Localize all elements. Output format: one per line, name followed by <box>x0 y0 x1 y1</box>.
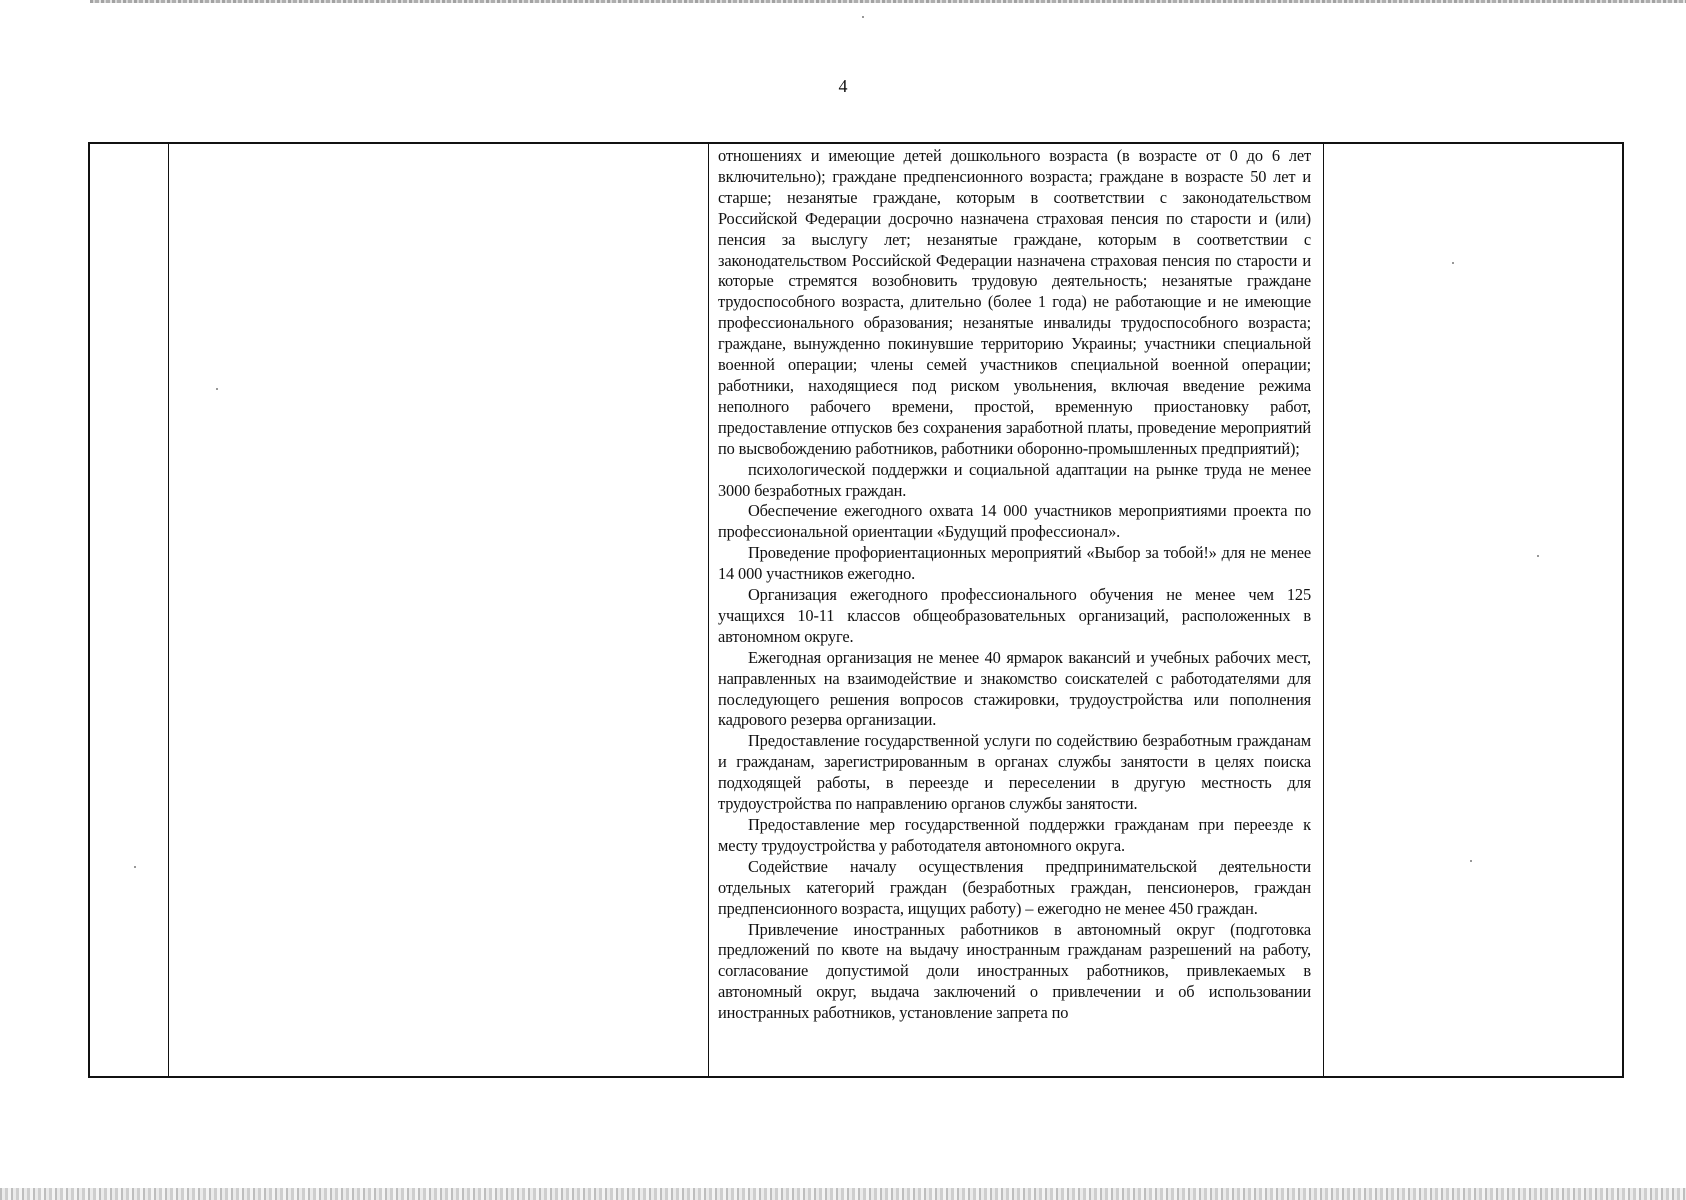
paragraph: Обеспечение ежегодного охвата 14 000 участников мероприятиями проекта по профессиональной ориентации «Будущий профессионал». <box>718 501 1311 542</box>
paragraph: Ежегодная организация не менее 40 ярмарок вакансий и учебных рабочих мест, направленных на взаимодействие и знакомство соискателей с работодателями для последующего решения вопросов стажировки, трудоустройства или пополнения кадрового резерва организации. <box>718 647 1311 730</box>
column-divider <box>708 144 709 1076</box>
paragraph: Привлечение иностранных работников в автономный округ (подготовка предложений по квоте на выдачу иностранным гражданам разрешений на работу, согласование допустимой доли иностранных работников, привлекаемых в автономный округ, выдача заключений о привлечении и об использовании иностранных работников, установление запрета по <box>718 919 1311 1023</box>
paragraph: Предоставление государственной услуги по содействию безработным гражданам и гражданам, зарегистрированным в органах службы занятости в целях поиска подходящей работы, в переезде и переселении в другую местность для трудоустройства по направлению органов службы занятости. <box>718 731 1311 814</box>
paragraph: психологической поддержки и социальной адаптации на рынке труда не менее 3000 безработных граждан. <box>718 459 1311 500</box>
paragraph: Предоставление мер государственной поддержки гражданам при переезде к месту трудоустройства у работодателя автономного округа. <box>718 815 1311 855</box>
table-content-cell <box>718 146 1311 1076</box>
paragraph: Содействие началу осуществления предпринимательской деятельности отдельных категорий граждан (безработных граждан, пенсионеров, граждан предпенсионного возраста, ищущих работу) – ежегодно не менее 450 граждан. <box>718 856 1311 918</box>
paragraph: отношениях и имеющие детей дошкольного возраста (в возрасте от 0 до 6 лет включительно); граждане предпенсионного возраста; граждане в возрасте 50 лет и старше; незанятые граждане, которым в соответствии с законодательством Российской Федерации досрочно назначена страховая пенсия по старости и (или) пенсия за выслугу лет; незанятые граждане, которым в соответствии с законодательством Российской Федерации назначена страховая пенсия по старости и которые стремятся возобновить трудовую деятельность; незанятые граждане трудоспособного возраста, длительно (более 1 года) не работающие и не имеющие профессионального образования; незанятые инвалиды трудоспособного возраста; граждане, вынужденно покинувшие территорию Украины; участники специальной военной операции; члены семей участников специальной военной операции; работники, находящиеся под риском увольнения, включая введение режима неполного рабочего времени, простой, временную приостановку работ, предоставление отпусков без сохранения заработной платы, проведение мероприятий по высвобождению работников, работники оборонно-промышленных предприятий); <box>718 146 1311 458</box>
page-number: 4 <box>838 76 848 96</box>
column-divider <box>1323 144 1324 1076</box>
scan-speck <box>862 16 864 18</box>
paragraph: Проведение профориентационных мероприятий «Выбор за тобой!» для не менее 14 000 участников ежегодно. <box>718 543 1311 584</box>
paragraph: Организация ежегодного профессионального обучения не менее чем 125 учащихся 10-11 классов общеобразовательных организаций, расположенных в автономном округе. <box>718 585 1311 646</box>
scan-edge-top <box>90 0 1686 3</box>
column-divider <box>168 144 169 1076</box>
scan-edge-bottom <box>0 1188 1686 1200</box>
